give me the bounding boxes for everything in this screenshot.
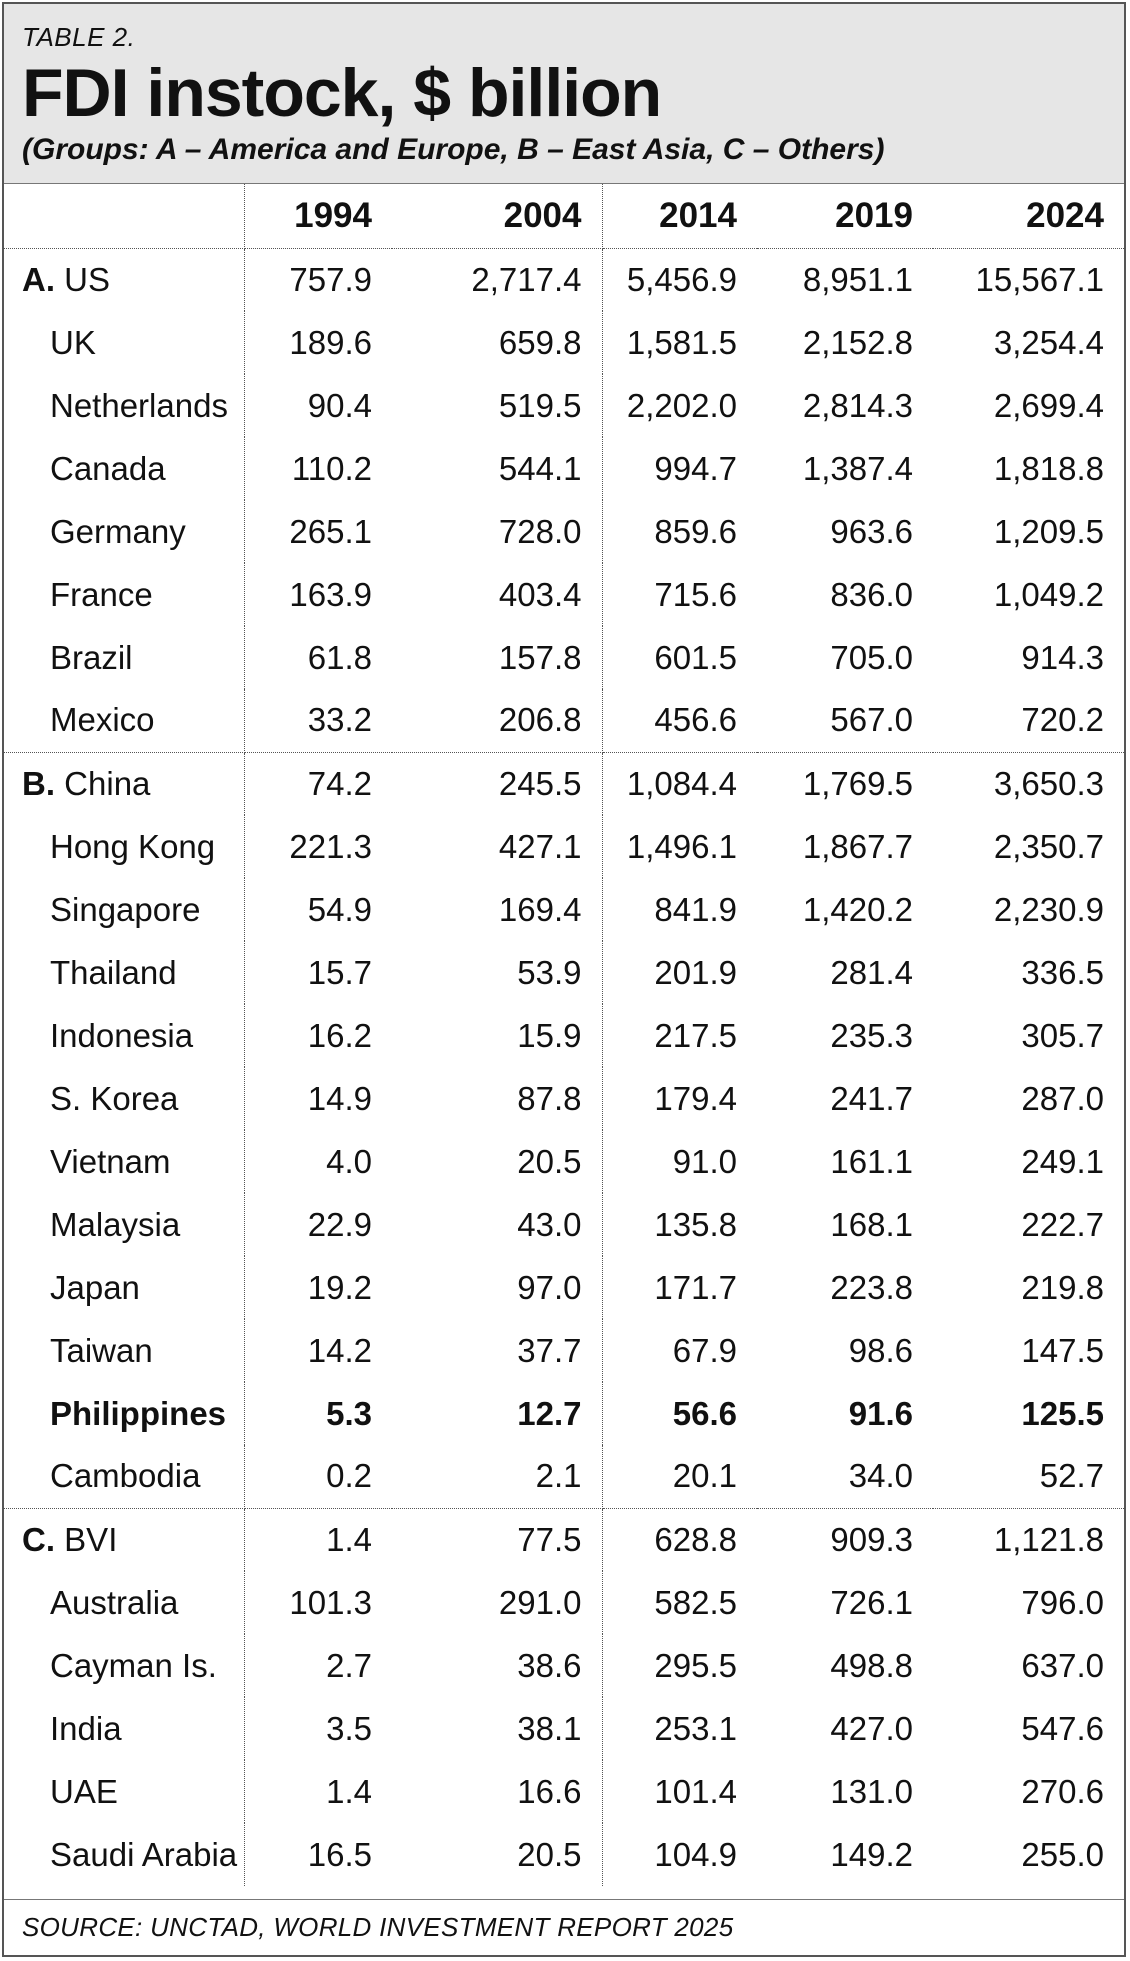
- value-cell: 2,202.0: [626, 386, 737, 424]
- country-name: [4, 1508, 244, 1571]
- country-label: Philippines: [50, 1394, 227, 1432]
- table-row: [4, 1130, 1124, 1193]
- header-row: [4, 184, 1124, 248]
- table-row: [4, 689, 1124, 752]
- source-note: SOURCE: UNCTAD, WORLD INVESTMENT REPORT 2025: [22, 1912, 734, 1942]
- country-label: Japan: [50, 1268, 140, 1306]
- table-subtitle: (Groups: A – America and Europe, B – East Asia, C – Others): [22, 133, 885, 166]
- value-cell: 201.9: [654, 953, 737, 991]
- table-row: [4, 1760, 1124, 1823]
- table-footer: [4, 1899, 1124, 1955]
- country-label: Thailand: [50, 953, 177, 991]
- value-cell: 206.8: [392, 689, 602, 752]
- country-label: UAE: [50, 1772, 118, 1810]
- table-row: [4, 878, 1124, 941]
- value-cell: 74.2: [307, 764, 372, 802]
- country-label: Singapore: [50, 890, 201, 928]
- value-cell: 2,152.8: [802, 323, 913, 361]
- table-row: [4, 1823, 1124, 1886]
- value-cell: 547.6: [1021, 1709, 1104, 1747]
- value-cell: 135.8: [654, 1205, 737, 1243]
- value-cell: 1,420.2: [802, 890, 913, 928]
- table-label: TABLE 2.: [22, 22, 136, 52]
- table-row: [4, 500, 1124, 563]
- country-label: Cambodia: [50, 1457, 201, 1495]
- country-name: [4, 941, 244, 1004]
- table-row: [4, 1508, 1124, 1571]
- value-cell: 3,254.4: [993, 323, 1104, 361]
- country-name: [4, 248, 244, 311]
- value-cell: 841.9: [654, 890, 737, 928]
- value-cell: 567.0: [757, 689, 933, 752]
- table-row: [4, 752, 1124, 815]
- value-cell: 281.4: [830, 953, 913, 991]
- value-cell: 5.3: [326, 1394, 372, 1432]
- value-cell: 53.9: [392, 941, 602, 1004]
- value-cell: 87.8: [392, 1067, 602, 1130]
- country-name: [4, 1193, 244, 1256]
- value-cell: 728.0: [392, 500, 602, 563]
- table-row: [4, 1382, 1124, 1445]
- column-header: 2019: [757, 184, 933, 248]
- value-cell: 217.5: [654, 1016, 737, 1054]
- country-name: [4, 563, 244, 626]
- table-row: [4, 437, 1124, 500]
- value-cell: 163.9: [289, 575, 372, 613]
- table-row: [4, 563, 1124, 626]
- value-cell: 914.3: [1021, 638, 1104, 676]
- value-cell: 33.2: [244, 689, 392, 752]
- value-cell: 38.6: [392, 1634, 602, 1697]
- value-cell: 90.4: [307, 386, 372, 424]
- country-name: [4, 878, 244, 941]
- country-label: Mexico: [50, 701, 155, 739]
- value-cell: 582.5: [654, 1583, 737, 1621]
- value-cell: 77.5: [392, 1508, 602, 1571]
- country-name: [4, 752, 244, 815]
- column-header: 2024: [933, 184, 1124, 248]
- country-label: Cayman Is.: [50, 1646, 217, 1684]
- value-cell: 1,581.5: [626, 323, 737, 361]
- value-cell: 726.1: [830, 1583, 913, 1621]
- value-cell: 56.6: [672, 1394, 737, 1432]
- country-label: Hong Kong: [50, 827, 216, 865]
- country-label: Saudi Arabia: [50, 1835, 238, 1873]
- value-cell: 219.8: [1021, 1268, 1104, 1306]
- value-cell: 287.0: [1021, 1079, 1104, 1117]
- value-cell: 97.0: [392, 1256, 602, 1319]
- value-cell: 67.9: [672, 1331, 737, 1369]
- country-name: [4, 1256, 244, 1319]
- country-name: [4, 437, 244, 500]
- group-letter: B.: [22, 764, 55, 802]
- value-cell: 171.7: [654, 1268, 737, 1306]
- value-cell: 37.7: [392, 1319, 602, 1382]
- value-cell: 1.4: [326, 1520, 372, 1558]
- country-name: [4, 1319, 244, 1382]
- value-cell: 131.0: [830, 1772, 913, 1810]
- country-label: France: [50, 575, 153, 613]
- value-cell: 715.6: [654, 575, 737, 613]
- value-cell: 168.1: [830, 1205, 913, 1243]
- table-header: [4, 4, 1124, 184]
- value-cell: 1,049.2: [993, 575, 1104, 613]
- country-name: [4, 500, 244, 563]
- table-row: [4, 1697, 1124, 1760]
- country-name: [4, 1004, 244, 1067]
- country-name: [4, 689, 244, 752]
- value-cell: 241.7: [830, 1079, 913, 1117]
- value-cell: 456.6: [602, 689, 757, 752]
- table-row: [4, 1193, 1124, 1256]
- country-label: Canada: [50, 449, 166, 487]
- value-cell: 963.6: [830, 512, 913, 550]
- country-name: [4, 1130, 244, 1193]
- value-cell: 2,230.9: [993, 890, 1104, 928]
- value-cell: 265.1: [289, 512, 372, 550]
- value-cell: 15.9: [392, 1004, 602, 1067]
- value-cell: 720.2: [933, 689, 1124, 752]
- country-name: [4, 374, 244, 437]
- value-cell: 52.7: [933, 1445, 1124, 1508]
- value-cell: 16.5: [307, 1835, 372, 1873]
- value-cell: 859.6: [654, 512, 737, 550]
- country-name: [4, 1571, 244, 1634]
- value-cell: 222.7: [1021, 1205, 1104, 1243]
- value-cell: 270.6: [1021, 1772, 1104, 1810]
- value-cell: 659.8: [392, 311, 602, 374]
- country-label: US: [64, 260, 111, 298]
- country-name: [4, 1697, 244, 1760]
- country-label: Indonesia: [50, 1016, 194, 1054]
- value-cell: 628.8: [654, 1520, 737, 1558]
- value-cell: 54.9: [307, 890, 372, 928]
- country-name: [4, 1445, 244, 1508]
- value-cell: 179.4: [654, 1079, 737, 1117]
- table-row: [4, 815, 1124, 878]
- value-cell: 104.9: [654, 1835, 737, 1873]
- value-cell: 253.1: [654, 1709, 737, 1747]
- value-cell: 2.1: [392, 1445, 602, 1508]
- value-cell: 705.0: [830, 638, 913, 676]
- value-cell: 101.4: [654, 1772, 737, 1810]
- table-row: [4, 311, 1124, 374]
- value-cell: 91.6: [848, 1394, 913, 1432]
- value-cell: 189.6: [289, 323, 372, 361]
- column-header: 1994: [244, 184, 392, 248]
- value-cell: 2,350.7: [993, 827, 1104, 865]
- value-cell: 0.2: [244, 1445, 392, 1508]
- value-cell: 3.5: [326, 1709, 372, 1747]
- value-cell: 4.0: [326, 1142, 372, 1180]
- value-cell: 601.5: [654, 638, 737, 676]
- country-label: India: [50, 1709, 122, 1747]
- value-cell: 295.5: [654, 1646, 737, 1684]
- group-letter: C.: [22, 1520, 55, 1558]
- country-name: [4, 626, 244, 689]
- value-cell: 2,699.4: [993, 386, 1104, 424]
- value-cell: 1,818.8: [993, 449, 1104, 487]
- value-cell: 427.1: [392, 815, 602, 878]
- value-cell: 249.1: [1021, 1142, 1104, 1180]
- value-cell: 20.5: [392, 1823, 602, 1886]
- country-name: [4, 1382, 244, 1445]
- value-cell: 637.0: [1021, 1646, 1104, 1684]
- country-label: Netherlands: [50, 386, 228, 424]
- country-name: [4, 1760, 244, 1823]
- table-title: FDI instock, $ billion: [22, 55, 662, 131]
- value-cell: 110.2: [291, 449, 372, 487]
- value-cell: 147.5: [1021, 1331, 1104, 1369]
- value-cell: 235.3: [830, 1016, 913, 1054]
- value-cell: 101.3: [289, 1583, 372, 1621]
- value-cell: 15.7: [307, 953, 372, 991]
- table-row: [4, 1256, 1124, 1319]
- country-label: Brazil: [50, 638, 133, 676]
- value-cell: 519.5: [392, 374, 602, 437]
- value-cell: 169.4: [392, 878, 602, 941]
- value-cell: 16.2: [307, 1016, 372, 1054]
- country-label: Germany: [50, 512, 186, 550]
- country-name: [4, 1823, 244, 1886]
- value-cell: 14.2: [307, 1331, 372, 1369]
- value-cell: 149.2: [830, 1835, 913, 1873]
- value-cell: 3,650.3: [993, 764, 1104, 802]
- table-row: [4, 1571, 1124, 1634]
- value-cell: 1,209.5: [993, 512, 1104, 550]
- country-label: Vietnam: [50, 1142, 171, 1180]
- value-cell: 1,769.5: [802, 764, 913, 802]
- value-cell: 223.8: [830, 1268, 913, 1306]
- value-cell: 1,496.1: [626, 827, 737, 865]
- value-cell: 19.2: [307, 1268, 372, 1306]
- value-cell: 34.0: [757, 1445, 933, 1508]
- value-cell: 161.1: [830, 1142, 913, 1180]
- value-cell: 796.0: [1021, 1583, 1104, 1621]
- value-cell: 38.1: [392, 1697, 602, 1760]
- table-row: [4, 374, 1124, 437]
- value-cell: 20.1: [602, 1445, 757, 1508]
- value-cell: 14.9: [307, 1079, 372, 1117]
- value-cell: 498.8: [830, 1646, 913, 1684]
- value-cell: 2.7: [326, 1646, 372, 1684]
- value-cell: 221.3: [289, 827, 372, 865]
- country-name: [4, 1067, 244, 1130]
- column-header: 2004: [392, 184, 602, 248]
- country-name: [4, 815, 244, 878]
- country-name: [4, 311, 244, 374]
- value-cell: 1.4: [326, 1772, 372, 1810]
- value-cell: 291.0: [392, 1571, 602, 1634]
- country-name: [4, 1634, 244, 1697]
- table-row: [4, 1634, 1124, 1697]
- value-cell: 336.5: [1021, 953, 1104, 991]
- table-row: [4, 1319, 1124, 1382]
- value-cell: 909.3: [830, 1520, 913, 1558]
- fdi-table: [4, 184, 1124, 1886]
- value-cell: 5,456.9: [626, 260, 737, 298]
- value-cell: 12.7: [392, 1382, 602, 1445]
- value-cell: 1,867.7: [802, 827, 913, 865]
- value-cell: 22.9: [307, 1205, 372, 1243]
- table-frame: [2, 2, 1126, 1957]
- value-cell: 2,717.4: [392, 248, 602, 311]
- value-cell: 16.6: [392, 1760, 602, 1823]
- value-cell: 757.9: [289, 260, 372, 298]
- value-cell: 245.5: [392, 752, 602, 815]
- table-row: [4, 1067, 1124, 1130]
- value-cell: 1,084.4: [626, 764, 737, 802]
- value-cell: 427.0: [830, 1709, 913, 1747]
- value-cell: 98.6: [848, 1331, 913, 1369]
- country-label: BVI: [64, 1520, 118, 1558]
- value-cell: 994.7: [654, 449, 737, 487]
- value-cell: 1,387.4: [802, 449, 913, 487]
- value-cell: 15,567.1: [975, 260, 1104, 298]
- table-row: [4, 248, 1124, 311]
- country-label: Taiwan: [50, 1331, 153, 1369]
- value-cell: 255.0: [1021, 1835, 1104, 1873]
- country-label: UK: [50, 323, 96, 361]
- country-label: S. Korea: [50, 1079, 179, 1117]
- table-body: [4, 248, 1124, 1886]
- value-cell: 305.7: [1021, 1016, 1104, 1054]
- country-label: China: [64, 764, 151, 802]
- table-row: [4, 626, 1124, 689]
- value-cell: 125.5: [1021, 1394, 1104, 1432]
- table-row: [4, 1445, 1124, 1508]
- value-cell: 20.5: [392, 1130, 602, 1193]
- value-cell: 43.0: [392, 1193, 602, 1256]
- value-cell: 2,814.3: [802, 386, 913, 424]
- value-cell: 544.1: [392, 437, 602, 500]
- group-letter: A.: [22, 260, 55, 298]
- column-header: 2014: [602, 184, 757, 248]
- value-cell: 91.0: [672, 1142, 737, 1180]
- country-label: Malaysia: [50, 1205, 181, 1243]
- value-cell: 8,951.1: [802, 260, 913, 298]
- value-cell: 403.4: [392, 563, 602, 626]
- value-cell: 61.8: [307, 638, 372, 676]
- table-row: [4, 1004, 1124, 1067]
- column-header: [4, 184, 244, 248]
- country-label: Australia: [50, 1583, 179, 1621]
- value-cell: 1,121.8: [993, 1520, 1104, 1558]
- value-cell: 157.8: [392, 626, 602, 689]
- table-row: [4, 941, 1124, 1004]
- value-cell: 836.0: [830, 575, 913, 613]
